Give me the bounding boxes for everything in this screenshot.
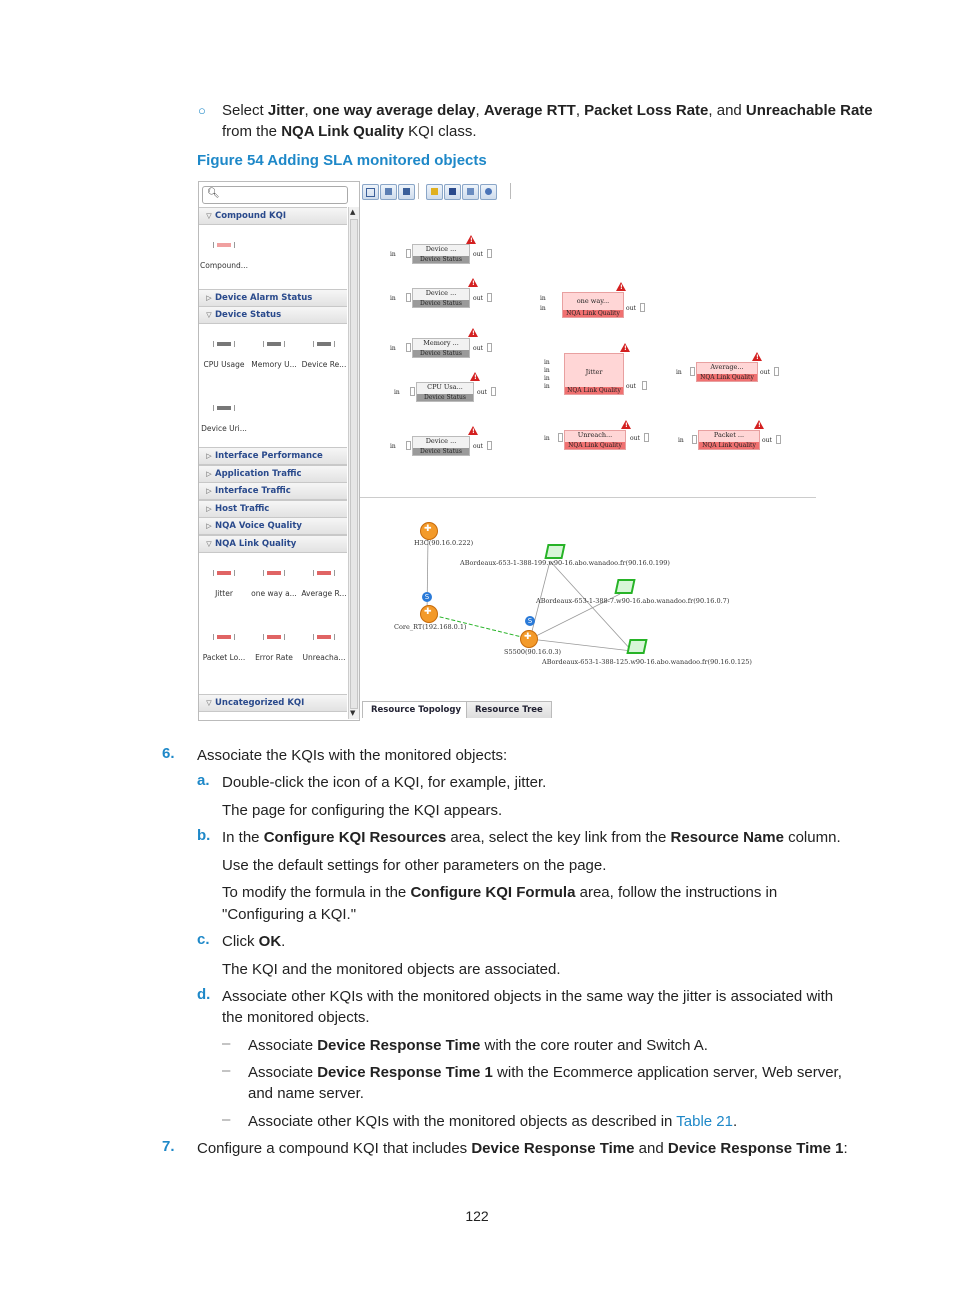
- kqi-jitter[interactable]: [199, 565, 249, 598]
- kqi-node-device-1[interactable]: [412, 244, 470, 264]
- kqi-palette-panel: [198, 181, 360, 721]
- group-device-status[interactable]: [199, 306, 347, 324]
- connector-in[interactable]: [406, 441, 411, 450]
- save-icon: [403, 188, 410, 195]
- port-in: in: [540, 305, 546, 312]
- alarm-icon: !: [621, 420, 631, 429]
- status-badge: S: [422, 592, 432, 602]
- port-in: in: [544, 383, 550, 390]
- kqi-class: NQA Link Quality: [281, 123, 404, 140]
- bullet-circle: ○: [198, 103, 206, 118]
- text: ,: [475, 102, 484, 119]
- expanded-icon: ▽: [206, 212, 212, 220]
- node-label: ABordeaux-653-1-388-7.w90-16.abo.wanadoo.fr(90.16.0.7): [536, 597, 730, 605]
- kqi-icon: [214, 629, 234, 643]
- resource-topology[interactable]: [360, 499, 816, 699]
- kqi-icon: [214, 336, 234, 350]
- node-name: Packet ...: [713, 431, 745, 439]
- node-type: NQA Link Quality: [563, 310, 623, 317]
- substep-letter: b.: [197, 827, 211, 844]
- kqi-average-rtt: Average RTT: [483, 102, 576, 119]
- text: .: [281, 933, 286, 950]
- node-label: ABordeaux-653-1-388-199.w90-16.abo.wanadoo.fr(90.16.0.199): [460, 559, 670, 567]
- alarm-icon: !: [752, 352, 762, 361]
- edit-icon: [449, 188, 456, 195]
- kqi-icon: [214, 237, 234, 251]
- scrollbar-thumb[interactable]: [350, 219, 358, 709]
- zoom-icon: [485, 188, 492, 195]
- scroll-up-icon[interactable]: ▲: [350, 208, 356, 216]
- step-d-item-1: [248, 1035, 708, 1056]
- step-b-note-2: [222, 882, 777, 903]
- text: In the: [222, 829, 264, 846]
- port-out: out: [760, 369, 770, 376]
- port-in: in: [390, 295, 396, 302]
- kqi-label: Error Rate: [255, 653, 293, 662]
- toolbar: [360, 181, 818, 203]
- print-icon: [385, 188, 392, 195]
- connector-out[interactable]: [776, 435, 781, 444]
- alarm-icon: !: [466, 235, 476, 244]
- alarm-icon: !: [470, 372, 480, 381]
- node-type: Device Status: [413, 300, 469, 307]
- port-in: in: [390, 443, 396, 450]
- kqi-label: Packet Lo...: [202, 653, 246, 662]
- text: Associate: [248, 1064, 318, 1081]
- scroll-down-icon[interactable]: ▼: [350, 709, 356, 717]
- link-line: [427, 537, 428, 614]
- connector-out[interactable]: [487, 293, 492, 302]
- grid-button[interactable]: [362, 184, 379, 200]
- step-d-item-2-line-2: and name server.: [248, 1085, 364, 1102]
- node-name: CPU Usa...: [427, 383, 463, 391]
- group-nqa-link-quality[interactable]: [199, 535, 347, 553]
- text: and: [634, 1140, 668, 1157]
- group-label: Device Status: [215, 310, 282, 320]
- node-type: Device Status: [413, 350, 469, 357]
- kqi-node-memory[interactable]: [412, 338, 470, 358]
- port-out: out: [473, 251, 483, 258]
- port-out: out: [473, 345, 483, 352]
- kqi-jitter: Jitter: [267, 102, 305, 119]
- kqi-one-way: one way average delay: [312, 102, 476, 119]
- collapsed-icon: ▷: [206, 487, 212, 495]
- connector-in[interactable]: [558, 433, 563, 442]
- node-name: one way...: [576, 297, 610, 305]
- step-b: [222, 827, 841, 848]
- node-name: Memory ...: [423, 339, 459, 347]
- port-in: in: [390, 251, 396, 258]
- port-in: in: [544, 359, 550, 366]
- step-number: 6.: [162, 745, 175, 762]
- table-21-link[interactable]: Table 21: [676, 1113, 733, 1130]
- port-out: out: [473, 443, 483, 450]
- collapsed-icon: ▷: [206, 452, 212, 460]
- kqi-icon: [214, 400, 234, 414]
- group-nqa-voice-quality[interactable]: [199, 517, 347, 535]
- connector-out[interactable]: [487, 441, 492, 450]
- group-label: Interface Performance: [215, 451, 323, 461]
- group-uncategorized-kqi[interactable]: [199, 694, 347, 712]
- text: .: [733, 1113, 738, 1130]
- area-name: Configure KQI Formula: [410, 884, 576, 901]
- connector-in[interactable]: [692, 435, 697, 444]
- search-icon: 🔍︎: [207, 188, 220, 199]
- port-in: in: [544, 367, 550, 374]
- kqi-node-one-way[interactable]: [562, 292, 624, 318]
- substep-letter: a.: [197, 772, 210, 789]
- figure-caption: Figure 54 Adding SLA monitored objects: [197, 152, 487, 169]
- connector-out[interactable]: [642, 381, 647, 390]
- port-out: out: [477, 389, 487, 396]
- figure-screenshot: [198, 181, 818, 721]
- group-label: Host Traffic: [215, 504, 270, 514]
- port-in: in: [540, 295, 546, 302]
- kqi-unreachable[interactable]: [299, 629, 349, 662]
- step-d-line-2: the monitored objects.: [222, 1009, 370, 1026]
- text: from the: [222, 123, 282, 140]
- router-icon[interactable]: ✚: [420, 605, 438, 623]
- kqi-node-device-3[interactable]: [412, 436, 470, 456]
- grid-icon: [366, 188, 375, 197]
- node-label: ABordeaux-653-1-388-125.w90-16.abo.wanadoo.fr(90.16.0.125): [542, 658, 752, 666]
- step-c: [222, 931, 285, 952]
- group-host-traffic[interactable]: [199, 500, 347, 518]
- kqi-icon: [214, 565, 234, 579]
- kqi-name: Device Response Time: [471, 1140, 635, 1157]
- kqi-icon: [264, 629, 284, 643]
- node-type: Device Status: [413, 256, 469, 263]
- tab-resource-tree[interactable]: Resource Tree: [466, 701, 552, 718]
- kqi-compound[interactable]: [199, 237, 249, 270]
- kqi-packet-loss[interactable]: [199, 629, 249, 662]
- intro-line-1: [222, 100, 873, 121]
- text: Associate other KQIs with the monitored objects as described in: [248, 1113, 677, 1130]
- kqi-canvas[interactable]: [360, 205, 816, 497]
- step-number: 7.: [162, 1138, 175, 1155]
- group-compound-kqi[interactable]: [199, 207, 347, 225]
- port-out: out: [762, 437, 772, 444]
- kqi-icon: [314, 629, 334, 643]
- toolbar-divider: [418, 183, 419, 199]
- step-a: Double-click the icon of a KQI, for example, jitter.: [222, 774, 547, 791]
- pc-icon[interactable]: [544, 544, 565, 559]
- group-label: NQA Link Quality: [215, 539, 297, 549]
- node-type: NQA Link Quality: [565, 442, 625, 449]
- connector-in[interactable]: [406, 249, 411, 258]
- kqi-unreachable: Unreachable Rate: [745, 102, 873, 119]
- link-button[interactable]: [426, 184, 443, 200]
- port-in: in: [544, 375, 550, 382]
- group-device-alarm-status[interactable]: [199, 289, 347, 307]
- connector-out[interactable]: [491, 387, 496, 396]
- step-d-item-2: [248, 1062, 842, 1083]
- router-icon[interactable]: ✚: [420, 522, 438, 540]
- alarm-icon: !: [468, 278, 478, 287]
- node-type: NQA Link Quality: [697, 374, 757, 381]
- scrollbar[interactable]: [348, 207, 359, 719]
- bottom-tabs: [360, 701, 816, 719]
- group-label: Device Alarm Status: [215, 293, 313, 303]
- alarm-icon: !: [468, 426, 478, 435]
- step-6: Associate the KQIs with the monitored objects:: [197, 747, 508, 764]
- lightning-icon: [431, 188, 438, 195]
- dash-bullet: –: [222, 1062, 231, 1079]
- connector-in[interactable]: [406, 293, 411, 302]
- dash-bullet: –: [222, 1035, 231, 1052]
- node-name: Device ...: [425, 289, 457, 297]
- group-label: Compound KQI: [215, 211, 286, 221]
- switch-icon[interactable]: ✚: [520, 630, 538, 648]
- text: :: [843, 1140, 848, 1157]
- node-label: S5500(90.16.0.3): [504, 648, 562, 656]
- edit-button[interactable]: [444, 184, 461, 200]
- group-label: Uncategorized KQI: [215, 698, 305, 708]
- group-interface-performance[interactable]: [199, 447, 347, 465]
- group-label: Interface Traffic: [215, 486, 291, 496]
- port-in: in: [394, 389, 400, 396]
- kqi-icon: [314, 565, 334, 579]
- text: ,: [575, 102, 585, 119]
- port-out: out: [473, 295, 483, 302]
- collapsed-icon: ▷: [206, 505, 212, 513]
- status-badge: S: [525, 616, 535, 626]
- alarm-icon: !: [616, 282, 626, 291]
- collapsed-icon: ▷: [206, 522, 212, 530]
- page-number: 122: [465, 1208, 489, 1224]
- kqi-icon: [264, 565, 284, 579]
- expanded-icon: ▽: [206, 540, 212, 548]
- node-label: H3C(90.16.0.222): [414, 539, 474, 547]
- node-type: Device Status: [413, 448, 469, 455]
- port-in: in: [544, 435, 550, 442]
- tab-resource-topology[interactable]: Resource Topology: [362, 701, 470, 718]
- kqi-icon: [264, 336, 284, 350]
- step-b-note-2-line-2: "Configuring a KQI.": [222, 906, 357, 923]
- search-input[interactable]: [202, 186, 348, 204]
- kqi-label: Jitter: [215, 589, 233, 598]
- text: Associate: [248, 1037, 318, 1054]
- node-label: Core_RT(192.168.0.1): [394, 623, 467, 631]
- expanded-icon: ▽: [206, 699, 212, 707]
- pc-icon[interactable]: [614, 579, 635, 594]
- kqi-label: Device Uri...: [201, 424, 247, 433]
- port-in: in: [676, 369, 682, 376]
- kqi-name: Device Response Time 1: [667, 1140, 844, 1157]
- connector-out[interactable]: [644, 433, 649, 442]
- group-label: Application Traffic: [215, 469, 302, 479]
- kqi-icon: [314, 336, 334, 350]
- collapsed-icon: ▷: [206, 470, 212, 478]
- zoom-button[interactable]: [480, 184, 497, 200]
- kqi-one-way[interactable]: [249, 565, 299, 598]
- step-c-result: The KQI and the monitored objects are associated.: [222, 961, 561, 978]
- group-interface-traffic[interactable]: [199, 482, 347, 500]
- kqi-name: Device Response Time: [317, 1037, 481, 1054]
- node-type: Device Status: [417, 394, 473, 401]
- text: Click: [222, 933, 259, 950]
- text: with the core router and Switch A.: [480, 1037, 708, 1054]
- kqi-label: Compound...: [200, 261, 248, 270]
- column-name: Resource Name: [670, 829, 784, 846]
- connector-in[interactable]: [406, 343, 411, 352]
- connector-out[interactable]: [774, 367, 779, 376]
- kqi-node-average[interactable]: [696, 362, 758, 382]
- node-name: Unreach...: [577, 431, 613, 439]
- kqi-node-device-2[interactable]: [412, 288, 470, 308]
- substep-letter: d.: [197, 986, 211, 1003]
- view-button[interactable]: [462, 184, 479, 200]
- text: Select: [222, 102, 268, 119]
- view-icon: [467, 188, 474, 195]
- canvas-divider: [360, 497, 816, 498]
- alarm-icon: !: [468, 328, 478, 337]
- port-in: in: [678, 437, 684, 444]
- connector-in[interactable]: [410, 387, 415, 396]
- kqi-node-unreachable[interactable]: [564, 430, 626, 450]
- node-type: NQA Link Quality: [565, 387, 623, 394]
- step-b-note-1: Use the default settings for other parameters on the page.: [222, 857, 607, 874]
- text: To modify the formula in the: [222, 884, 411, 901]
- step-7: [197, 1138, 848, 1159]
- alarm-icon: !: [754, 420, 764, 429]
- kqi-device-uri[interactable]: [199, 400, 249, 433]
- alarm-icon: !: [620, 343, 630, 352]
- group-label: NQA Voice Quality: [215, 521, 302, 531]
- pc-icon[interactable]: [626, 639, 647, 654]
- step-d: Associate other KQIs with the monitored objects in the same way the jitter is associated with: [222, 988, 834, 1005]
- port-out: out: [626, 305, 636, 312]
- group-application-traffic[interactable]: [199, 465, 347, 483]
- kqi-label: CPU Usage: [203, 360, 245, 369]
- kqi-node-packet[interactable]: [698, 430, 760, 450]
- kqi-memory[interactable]: [249, 336, 299, 369]
- kqi-label: Average R...: [301, 589, 347, 598]
- dash-bullet: –: [222, 1111, 231, 1128]
- node-name: Average...: [710, 363, 744, 371]
- text: , and: [708, 102, 746, 119]
- kqi-label: Unreacha...: [302, 653, 346, 662]
- text: area, follow the instructions in: [575, 884, 778, 901]
- text: KQI class.: [403, 123, 477, 140]
- connector-out[interactable]: [487, 343, 492, 352]
- kqi-name: Device Response Time 1: [317, 1064, 493, 1081]
- port-in: in: [390, 345, 396, 352]
- collapsed-icon: ▷: [206, 294, 212, 302]
- node-name: Device ...: [425, 437, 457, 445]
- node-type: NQA Link Quality: [699, 442, 759, 449]
- kqi-label: Memory U...: [251, 360, 297, 369]
- button-name: OK: [258, 933, 282, 950]
- kqi-node-cpu[interactable]: [416, 382, 474, 402]
- text: ,: [304, 102, 313, 119]
- port-out: out: [626, 383, 636, 390]
- link-line: [550, 561, 632, 651]
- kqi-average[interactable]: [299, 565, 349, 598]
- kqi-error-rate[interactable]: [249, 629, 299, 662]
- kqi-cpu-usage[interactable]: [199, 336, 249, 369]
- toolbar-divider: [510, 183, 511, 199]
- port-out: out: [630, 435, 640, 442]
- substep-letter: c.: [197, 931, 210, 948]
- kqi-packet-loss: Packet Loss Rate: [584, 102, 709, 119]
- kqi-label: Device Re...: [301, 360, 347, 369]
- kqi-device-re[interactable]: [299, 336, 349, 369]
- connector-out[interactable]: [487, 249, 492, 258]
- intro-line-2: [222, 121, 477, 142]
- kqi-label: one way a...: [251, 589, 297, 598]
- text: column.: [783, 829, 841, 846]
- text: area, select the key link from the: [446, 829, 671, 846]
- print-button[interactable]: [380, 184, 397, 200]
- text: Configure a compound KQI that includes: [197, 1140, 472, 1157]
- area-name: Configure KQI Resources: [263, 829, 447, 846]
- kqi-node-jitter[interactable]: [564, 353, 624, 395]
- expanded-icon: ▽: [206, 311, 212, 319]
- text: with the Ecommerce application server, Web server,: [492, 1064, 842, 1081]
- connector-out[interactable]: [640, 303, 645, 312]
- node-name: Jitter: [585, 368, 603, 376]
- step-d-item-3: [248, 1111, 737, 1132]
- step-a-result: The page for configuring the KQI appears.: [222, 802, 503, 819]
- save-button[interactable]: [398, 184, 415, 200]
- connector-in[interactable]: [690, 367, 695, 376]
- node-name: Device ...: [425, 245, 457, 253]
